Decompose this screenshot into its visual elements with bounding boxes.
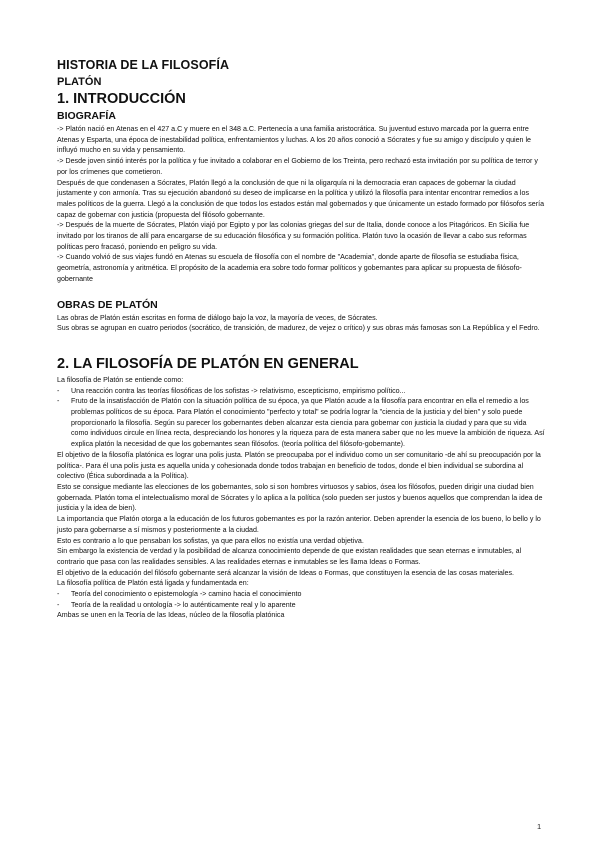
list-item-text: Teoría del conocimiento o epistemología -> camino hacia el conocimiento xyxy=(71,590,302,599)
section-heading-introduccion: 1. INTRODUCCIÓN xyxy=(57,91,186,107)
document-subtitle: PLATÓN xyxy=(57,76,102,88)
section2-closing: Ambas se unen en la Teoría de las Ideas, núcleo de la filosofía platónica xyxy=(57,611,285,620)
biografia-heading: BIOGRAFÍA xyxy=(57,110,116,122)
obras-paragraph: Sus obras se agrupan en cuatro periodos (socrático, de transición, de madurez, de vejez o crítico) y sus obras más famosas son La República y el Fedro. xyxy=(57,324,540,333)
bio-paragraph: -> Platón nació en Atenas en el 427 a.C y muere en el 348 a.C. Pertenecía a una familia aristocrática. Su juventud estuvo marcada por la guerra entre Atenas y Esparta, una época de inestabilidad política, enfrentamientos y luchas. A los 20 años conoció a Sócrates y fue su amigo y discípulo y quien le influyó mucho en su vida y pensamiento. xyxy=(57,125,531,155)
dash-bullet: - xyxy=(57,600,60,609)
section2-paragraph: Sin embargo la existencia de verdad y la posibilidad de alcanza conocimiento depende de que existan realidades que sean eternas e inmutables, al contrario que pasa con las realidades sensibles. A las realidades eternas e inmutables se les llama Ideas o Formas. xyxy=(57,547,522,566)
obras-heading: OBRAS DE PLATÓN xyxy=(57,298,158,311)
list-item-text: Fruto de la insatisfacción de Platón con la situación política de su época, ya que Platón acude a la filosofía para encontrar en ella el remedio a los problemas políticos de su época. Para Platón el conocimiento "perfecto y total" se podría lograr la "ciencia de la justicia y del bien" y solo puede proporcionarlo la filosofía. Según su parecer los gobernantes deben alcanzar esta ciencia para gobernar con justicia la ciudad y para que su vida como individuos circule en línea recta, despreciando los honores y la riqueza para de esta manera saber que no les mueve la ambición de riqueza. Así explica platón la necesidad de que los gobernantes sean filósofos. (teoría política del filósofo-gobernante). xyxy=(71,397,545,449)
section2-list-2 xyxy=(57,589,545,610)
section2-paragraph: El objetivo de la educación del filósofo gobernante será alcanzar la visión de Ideas o Formas, que constituyen la esencia de las cosas materiales. xyxy=(57,568,515,577)
page-number: 1 xyxy=(537,822,542,831)
section2-paragraph: Esto se consigue mediante las elecciones de los gobernantes, solo si son hombres virtuosos y sabios, ósea los filósofos, pueden dirigir una ciudad bien gobernada. Platón toma el intelectualismo moral de Sócrates y lo aplica a la política (solo pueden ser justos y buenos aquellos que comprendan la idea de justicia y la idea de bien). xyxy=(57,482,543,513)
dash-bullet: - xyxy=(57,590,60,599)
section2-paragraph: Esto es contrario a lo que pensaban los sofistas, ya que para ellos no existía una verdad objetiva. xyxy=(57,536,364,545)
list-item xyxy=(57,589,545,600)
section2-paragraph: El objetivo de la filosofía platónica es lograr una polis justa. Platón se preocupaba por el individuo como un ser comunitario -de ahí su preocupación por la política-. Para él una polis justa es aquella unida y cohesionada donde todos trabajan en beneficio de todos, donde el bien individual se subordina al colectivo (Ética subordinada a la Política). xyxy=(57,450,541,481)
list-item xyxy=(57,396,545,450)
bio-paragraph: Después de que condenasen a Sócrates, Platón llegó a la conclusión de que ni la oligarquía ni la democracia eran capaces de gobernar la ciudad justamente y con armonía. Tras su ejecución abandonó su deseo de implicarse en la política y utilizó la filosofía para intentar encontrar remedios a los males políticos de la guerra. Llegó a la conclusión de que todos los estados están mal gobernados y que únicamente un estado formado por filósofos sería capaz de gobernar con justicia (propuesta del filósofo gobernante. xyxy=(57,178,545,219)
section-heading-filosofia-general: 2. LA FILOSOFÍA DE PLATÓN EN GENERAL xyxy=(57,355,359,372)
dash-bullet: - xyxy=(57,397,60,406)
document-title: HISTORIA DE LA FILOSOFÍA xyxy=(57,58,230,72)
section2-paragraph: La filosofía política de Platón está ligada y fundamentada en: xyxy=(57,579,249,588)
section2-paragraph: La importancia que Platón otorga a la educación de los futuros gobernantes es por la razón anterior. Deben aprender la esencia de los bueno, lo bello y lo justo para gobernarse a sí mismos y posteriormente a la ciudad. xyxy=(57,515,541,534)
bio-paragraph: -> Cuando volvió de sus viajes fundó en Atenas su escuela de filosofía con el nombre de "Academia", donde aparte de filosofía se estudiaba física, geometría, astronomía y aritmética. El propósito de la academia era sobre todo formar políticos y gobernantes para aplicar su propuesta de filósofo-gobernante xyxy=(57,253,522,283)
bio-paragraph: -> Desde joven sintió interés por la política y fue invitado a colaborar en el Gobierno de los Treinta, pero rechazó esta invitación por su política de terror y por los crímenes que cometieron. xyxy=(57,157,538,176)
list-item-text: Una reacción contra las teorías filosóficas de los sofistas -> relativismo, escepticismo, empirismo político... xyxy=(71,386,406,395)
bio-paragraph: -> Después de la muerte de Sócrates, Platón viajó por Egipto y por las colonias griegas del sur de Italia, donde conoce a los Pitagóricos. En Sicilia fue invitado por los tiranos de allí para encargarse de su educación filosófica y su formación política. Platón tuvo la ocasión de llevar a cabo sus reformas políticas pero fracasó, poniendo en peligro su vida. xyxy=(57,221,530,251)
obras-paragraph: Las obras de Platón están escritas en forma de diálogo bajo la voz, la mayoría de veces, de Sócrates. xyxy=(57,313,378,322)
section2-intro: La filosofía de Platón se entiende como: xyxy=(57,375,184,384)
list-item-text: Teoría de la realidad u ontología -> lo auténticamente real y lo aparente xyxy=(71,600,296,609)
list-item xyxy=(57,600,545,611)
list-item xyxy=(57,386,545,397)
dash-bullet: - xyxy=(57,386,60,395)
section2-list xyxy=(57,386,545,450)
document-page xyxy=(57,58,545,621)
